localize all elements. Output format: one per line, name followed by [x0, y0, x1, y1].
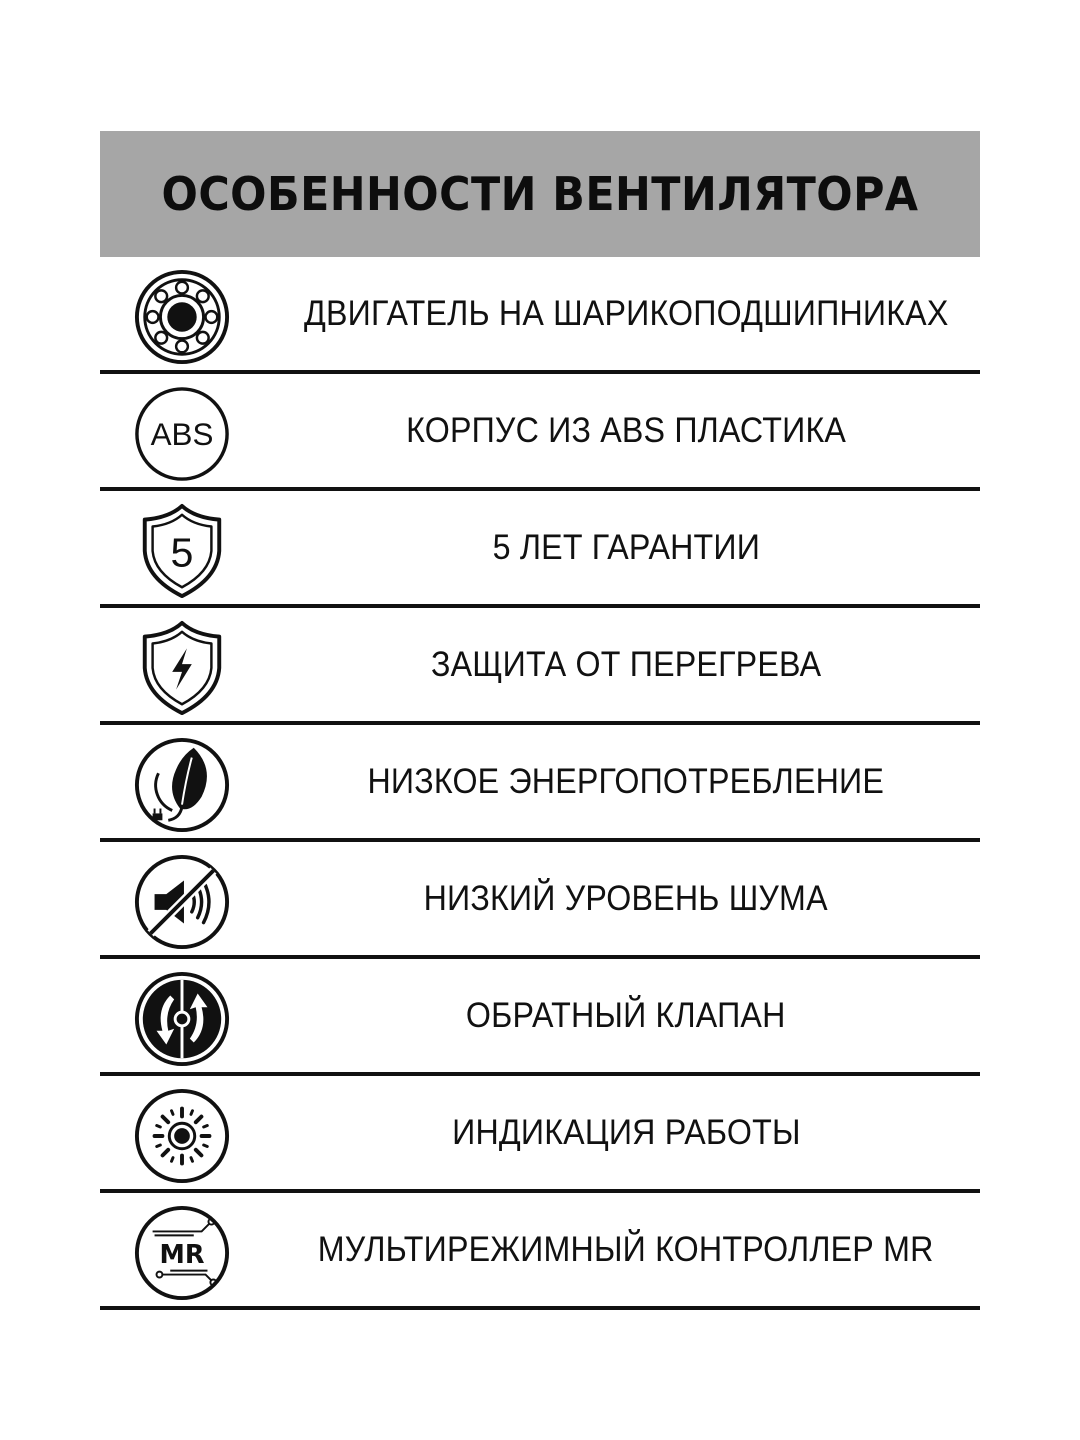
feature-label: МУЛЬТИРЕЖИМНЫЙ КОНТРОЛЛЕР MR	[318, 1229, 934, 1269]
shield-lightning-icon	[133, 619, 231, 717]
check-valve-icon	[133, 970, 231, 1068]
feature-row-energy	[100, 725, 980, 842]
shield-five-text: 5	[170, 529, 194, 576]
header-banner	[100, 131, 980, 257]
feature-label: ИНДИКАЦИЯ РАБОТЫ	[451, 1112, 801, 1152]
shield-five-icon	[133, 502, 231, 600]
ball-bearing-icon	[133, 268, 231, 366]
feature-row-overheat	[100, 608, 980, 725]
feature-row-abs	[100, 374, 980, 491]
muted-speaker-icon	[133, 853, 231, 951]
feature-row-warranty	[100, 491, 980, 608]
indicator-light-icon	[133, 1087, 231, 1185]
feature-row-valve	[100, 959, 980, 1076]
feature-label: ОБРАТНЫЙ КЛАПАН	[466, 995, 786, 1035]
feature-label: КОРПУС ИЗ ABS ПЛАСТИКА	[406, 410, 846, 450]
feature-row-controller	[100, 1193, 980, 1310]
feature-label: 5 ЛЕТ ГАРАНТИИ	[492, 527, 760, 567]
eco-leaf-plug-icon	[133, 736, 231, 834]
mr-icon-text: MR	[159, 1239, 205, 1270]
feature-row-indication	[100, 1076, 980, 1193]
feature-row-noise	[100, 842, 980, 959]
abs-icon-text: ABS	[150, 416, 214, 452]
abs-icon	[133, 385, 231, 483]
page-title: ОСОБЕННОСТИ ВЕНТИЛЯТОРА	[161, 167, 919, 221]
feature-label: НИЗКИЙ УРОВЕНЬ ШУМА	[423, 878, 829, 918]
mr-controller-icon	[133, 1204, 231, 1302]
feature-label: ЗАЩИТА ОТ ПЕРЕГРЕВА	[430, 644, 822, 684]
feature-label: НИЗКОЕ ЭНЕРГОПОТРЕБЛЕНИЕ	[367, 761, 885, 801]
feature-label: ДВИГАТЕЛЬ НА ШАРИКОПОДШИПНИКАХ	[303, 293, 949, 333]
feature-row-bearing	[100, 257, 980, 374]
features-sheet	[100, 131, 980, 1310]
